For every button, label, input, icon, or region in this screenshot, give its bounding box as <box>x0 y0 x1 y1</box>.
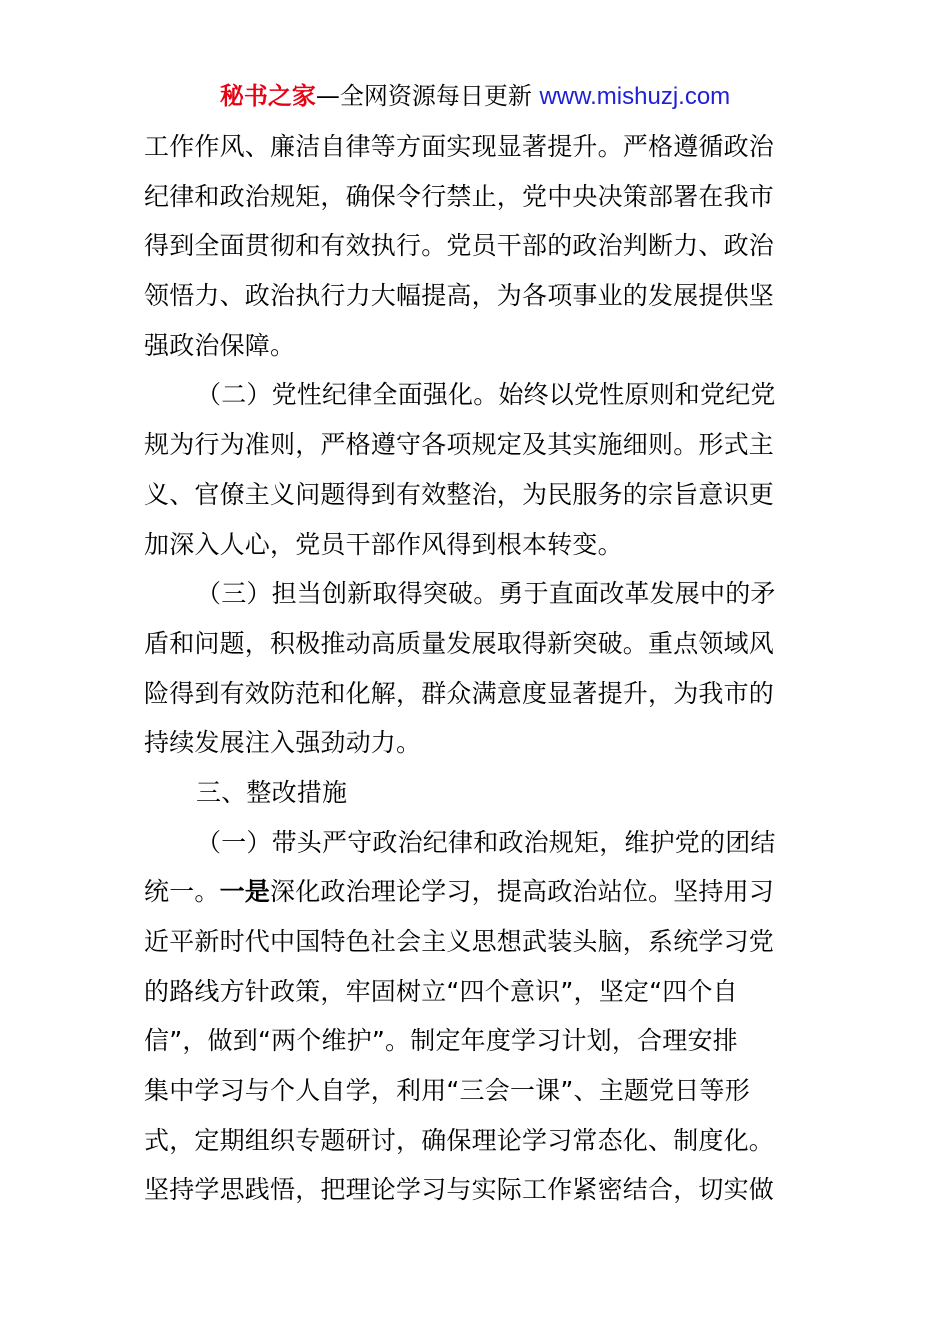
paragraph-line <box>144 867 806 917</box>
paragraph-line: 险得到有效防范和化解，群众满意度显著提升，为我市的 <box>144 678 775 708</box>
paragraph-line: 近平新时代中国特色社会主义思想武装头脑，系统学习党 <box>144 927 775 956</box>
paragraph-line: 持续发展注入强劲动力。 <box>144 728 422 758</box>
paragraph-line: 纪律和政治规矩，确保令行禁止，党中央决策部署在我市 <box>144 181 775 211</box>
bold-lead: 一是 <box>219 877 271 907</box>
paragraph-line: 强政治保障。 <box>144 330 296 360</box>
site-url[interactable]: www.mishuzj.com <box>539 83 731 110</box>
brand-name: 秘书之家 <box>219 82 316 110</box>
paragraph-line: 规为行为准则，严格遵守各项规定及其实施细则。形式主 <box>144 430 775 460</box>
section-heading: 三、整改措施 <box>196 777 348 807</box>
paragraph-line: 盾和问题，积极推动高质量发展取得新突破。重点领域风 <box>144 628 775 658</box>
paragraph-line: （二）党性纪律全面强化。始终以党性原则和党纪党 <box>196 380 776 410</box>
paragraph-line: 领悟力、政治执行力大幅提高，为各项事业的发展提供坚 <box>144 281 775 311</box>
line-text: 统一。 <box>144 877 220 907</box>
paragraph-line: 义、官僚主义问题得到有效整治，为民服务的宗旨意识更 <box>144 479 775 509</box>
paragraph-line: 信”，做到“两个维护”。制定年度学习计划，合理安排 <box>144 1026 738 1056</box>
paragraph-line: （三）担当创新取得突破。勇于直面改革发展中的矛 <box>196 579 776 609</box>
paragraph-line: 得到全面贯彻和有效执行。党员干部的政治判断力、政治 <box>144 231 775 261</box>
paragraph-line: 加深入人心，党员干部作风得到根本转变。 <box>144 529 623 559</box>
paragraph-line: 的路线方针政策，牢固树立“四个意识”，坚定“四个自 <box>144 976 738 1006</box>
header-tagline: —全网资源每日更新 <box>315 82 540 110</box>
paragraph-line: 集中学习与个人自学，利用“三会一课”、主题党日等形 <box>144 1076 750 1106</box>
paragraph-line: （一）带头严守政治纪律和政治规矩，维护党的团结 <box>196 827 776 857</box>
line-text: 深化政治理论学习，提高政治站位。坚持用习 <box>270 877 775 907</box>
paragraph-line: 工作作风、廉洁自律等方面实现显著提升。严格遵循政治 <box>144 132 775 161</box>
document-body <box>144 122 806 1215</box>
paragraph-line: 式，定期组织专题研讨，确保理论学习常态化、制度化。 <box>144 1125 775 1155</box>
site-header <box>0 80 950 113</box>
paragraph-line: 坚持学思践悟，把理论学习与实际工作紧密结合，切实做 <box>144 1175 775 1205</box>
